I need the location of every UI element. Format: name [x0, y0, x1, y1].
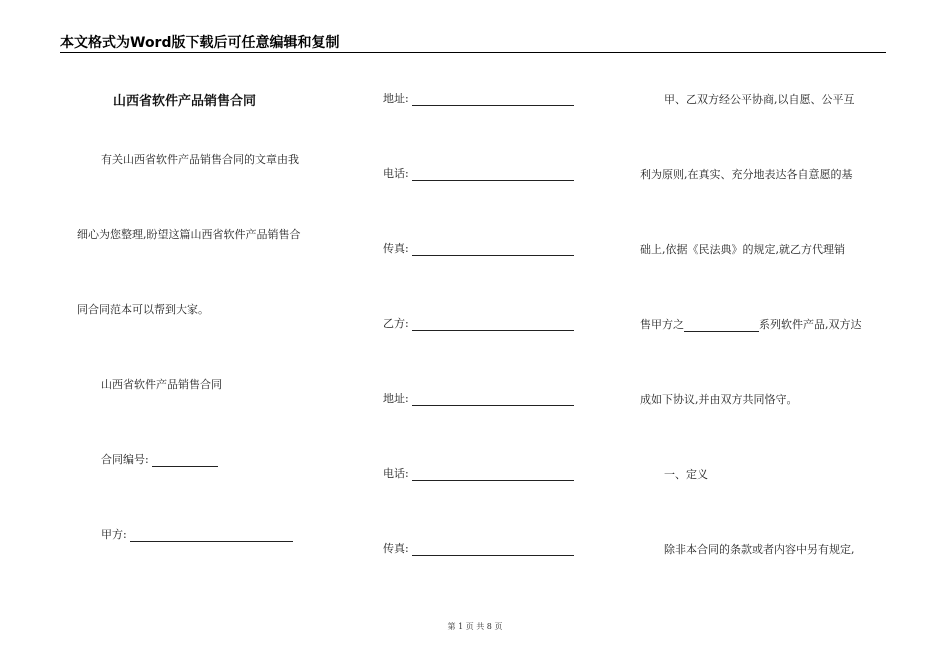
party-b-blank	[412, 318, 574, 331]
body-line-1: 甲、乙双方经公平协商,以自愿、公平互	[664, 93, 855, 106]
body-line-4-prefix: 售甲方之	[640, 318, 684, 331]
header-divider	[60, 52, 886, 53]
body-line-4-suffix: 系列软件产品,双方达	[759, 318, 862, 331]
party-b-fax-blank	[412, 543, 574, 556]
party-b-address-field	[383, 392, 574, 406]
body-line-6: 除非本合同的条款或者内容中另有规定,	[664, 543, 855, 556]
party-b-phone-field	[383, 467, 574, 481]
party-b-phone-blank	[412, 468, 574, 481]
page-number: 第 1 页 共 8 页	[447, 622, 503, 631]
party-a-address-field	[383, 92, 574, 106]
party-a-fax-blank	[412, 243, 574, 256]
party-b-fax-label: 传真:	[383, 542, 409, 555]
party-a-fax-field	[383, 242, 574, 256]
party-a-address-label: 地址:	[383, 92, 409, 105]
intro-line-2: 细心为您整理,盼望这篇山西省软件产品销售合	[77, 228, 301, 241]
party-a-phone-field	[383, 167, 574, 181]
body-line-3: 础上,依据《民法典》的规定,就乙方代理销	[640, 243, 845, 256]
contract-number-label: 合同编号:	[101, 453, 149, 466]
party-a-phone-blank	[412, 168, 574, 181]
party-a-fax-label: 传真:	[383, 242, 409, 255]
party-b-label: 乙方:	[383, 317, 409, 330]
body-line-2: 利为原则,在真实、充分地表达各自意愿的基	[640, 168, 853, 181]
party-b-phone-label: 电话:	[383, 467, 409, 480]
body-line-4	[640, 318, 862, 332]
intro-line-3: 同合同范本可以帮到大家。	[77, 303, 209, 316]
party-a-field	[101, 528, 293, 542]
party-b-fax-field	[383, 542, 574, 556]
party-b-address-blank	[412, 393, 574, 406]
contract-number-field	[101, 453, 218, 467]
party-a-label: 甲方:	[101, 528, 127, 541]
document-header: 本文格式为Word版下载后可任意编辑和复制	[60, 35, 340, 51]
body-line-5: 成如下协议,并由双方共同恪守。	[640, 393, 798, 406]
contract-subtitle: 山西省软件产品销售合同	[101, 378, 222, 391]
contract-number-blank	[152, 454, 218, 467]
party-b-field	[383, 317, 574, 331]
intro-line-1: 有关山西省软件产品销售合同的文章由我	[101, 153, 299, 166]
document-title: 山西省软件产品销售合同	[113, 94, 257, 109]
party-a-address-blank	[412, 93, 574, 106]
party-a-phone-label: 电话:	[383, 167, 409, 180]
party-b-address-label: 地址:	[383, 392, 409, 405]
party-a-blank	[130, 529, 293, 542]
section-heading-definitions: 一、定义	[664, 468, 708, 481]
product-series-blank	[684, 319, 759, 332]
